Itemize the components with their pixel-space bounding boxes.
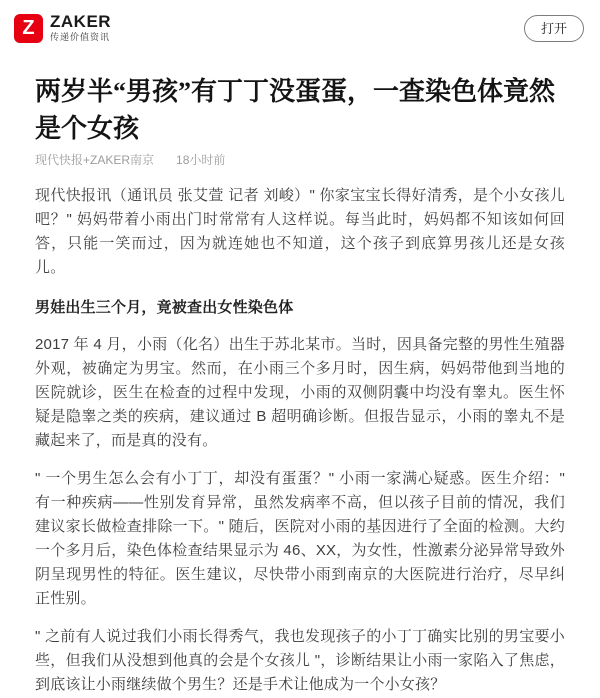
article-paragraph-family-anxiety: " 之前有人说过我们小雨长得秀气，我也发现孩子的小丁丁确实比别的男宝要小些，但我们从没想到他真的会是个女孩儿 "，诊断结果让小雨一家陷入了焦虑，到底该让小雨继续做个男生？还是手术让他成为一个小女孩？ [35, 628, 565, 693]
article-paragraph-intro: 现代快报讯（通讯员 张艾萱 记者 刘峻）" 你家宝宝长得好清秀，是个小女孩儿吧？" 妈妈带着小雨出门时常常有人这样说。每当此时，妈妈都不知该如何回答，只能一笑而过，因为就连她也不知道，这个孩子到底算男孩儿还是女孩儿。 [35, 187, 565, 276]
article-meta [35, 153, 565, 168]
article-page [0, 73, 600, 697]
article-paragraph-birth: 2017 年 4 月，小雨（化名）出生于苏北某市。当时，因具备完整的男性生殖器外观，被确定为男宝。然而，在小雨三个多月时，因生病，妈妈带他到当地的医院就诊，医生在检查的过程中发现，小雨的双侧阴囊中均没有睾丸。医生怀疑是隐睾之类的疾病，建议通过 B 超明确诊断。但报告显示，小雨的睾丸不是藏起来了，而是真的没有。 [35, 336, 565, 449]
brand-name: ZAKER [50, 12, 112, 31]
app-header [0, 0, 600, 55]
section-heading: 男娃出生三个月，竟被查出女性染色体 [35, 299, 294, 316]
article-timestamp: 18小时前 [176, 153, 226, 167]
brand-text [50, 13, 111, 43]
article-paragraph-diagnosis: " 一个男生怎么会有小丁丁，却没有蛋蛋？" 小雨一家满心疑惑。医生介绍：" 有一种疾病——性别发育异常，虽然发病率不高，但以孩子目前的情况，我们建议家长做检查排除一下。" 随后，医院对小雨的基因进行了全面的检测。大约一个多月后，染色体检查结果显示为 46、XX，为女性，性激素分泌异常导致外阴呈现男性的特征。医生建议，尽快带小雨到南京的大医院进行治疗，尽早纠正性别。 [35, 470, 565, 607]
brand-tagline: 传递价值资讯 [50, 32, 111, 42]
zaker-logo-icon: Z [14, 14, 43, 43]
article-title: 两岁半“男孩”有丁丁没蛋蛋，一查染色体竟然是个女孩 [35, 77, 556, 143]
open-app-button[interactable]: 打开 [524, 15, 584, 42]
article-source: 现代快报+ZAKER南京 [35, 153, 155, 167]
brand-group[interactable] [14, 13, 111, 43]
